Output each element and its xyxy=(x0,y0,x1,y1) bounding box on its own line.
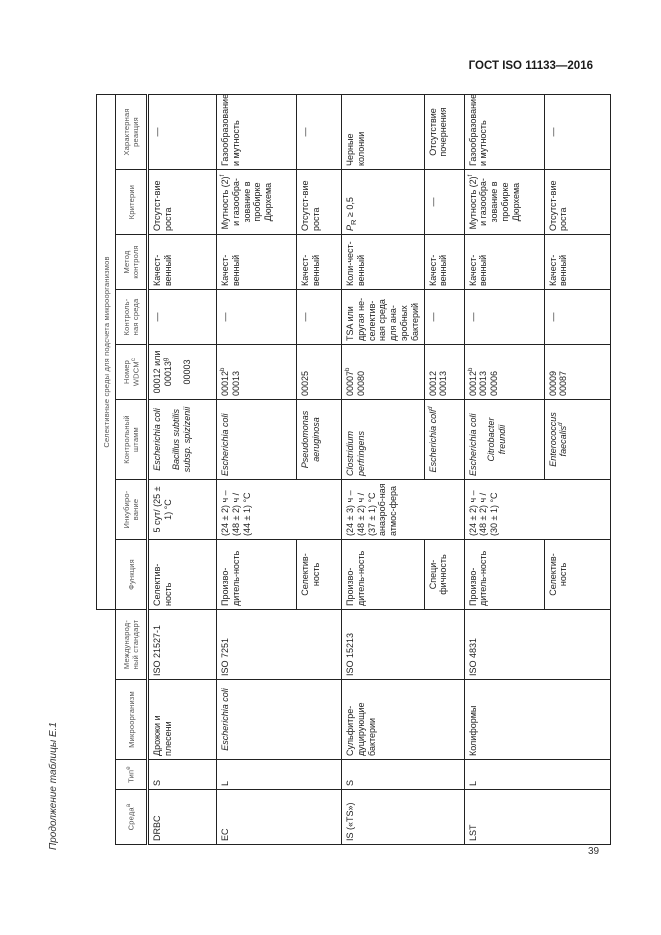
cell-wdcm: 00012 00013 xyxy=(424,345,464,400)
cell-reaction: — xyxy=(148,94,217,169)
cell-method: Качест-венный xyxy=(148,235,217,290)
cell-wdcm: 00012 или 00013$^g$ 00003 xyxy=(148,345,217,400)
cell-incubation: (24 ± 2) ч – (48 ± 2) ч / (30 ± 1) °С xyxy=(464,480,610,540)
cell-standard: ISO 7251 xyxy=(217,610,342,680)
col-function: Функция xyxy=(116,540,148,610)
cell-criteria: Отсутст-вие роста xyxy=(148,170,217,235)
cell-strain: Escherichia coli Bacillus subtilis subsp. spizizenii xyxy=(148,400,217,480)
cell-control-medium: TSA или другая не-селектив-ная среда для ана-эробных бактерий xyxy=(342,290,425,345)
cell-function: Селектив-ность xyxy=(297,540,342,610)
cell-function: Произво-дитель-ность xyxy=(217,540,297,610)
page-number: 39 xyxy=(588,846,600,857)
cell-criteria: Отсутст-вие роста xyxy=(544,170,610,235)
cell-reaction: Газообразование и мутность xyxy=(464,94,544,169)
cell-standard: ISO 21527-1 xyxy=(148,610,217,680)
cell-criteria: Мутность $(2)^f$ и газообра-зование в пробирке Дюрхема xyxy=(217,170,297,235)
cell-incubation: (24 ± 2) ч – (48 ± 2) ч / (44 ± 1) °С xyxy=(217,480,342,540)
cell-type: L xyxy=(217,760,342,790)
table-row-is xyxy=(342,94,425,844)
cell-method: Коли-чест-венный xyxy=(342,235,425,290)
cell-method: Качест-венный xyxy=(544,235,610,290)
cell-function: Специ-фичность xyxy=(424,540,464,610)
cell-medium: EC xyxy=(217,790,342,845)
col-wdcm: Номер WDCM$^c$ xyxy=(116,345,148,400)
cell-criteria: Мутность $(2)^f$ и газообра-зование в пробирке Дюрхема xyxy=(464,170,544,235)
cell-reaction: — xyxy=(297,94,342,169)
cell-incubation: (24 ± 3) ч – (48 ± 2) ч / (37 ± 1) °С анаэроб-ная атмос-фера xyxy=(342,480,465,540)
col-type: Тип$^e$ xyxy=(116,760,148,790)
selective-media-table xyxy=(96,94,611,845)
blank-header-cell xyxy=(97,610,116,845)
cell-control-medium: — xyxy=(148,290,217,345)
cell-strain: Escherichia coli xyxy=(217,400,297,480)
cell-reaction: Черные колонии xyxy=(342,94,425,169)
cell-medium: LST xyxy=(464,790,610,845)
col-method: Метод контроля xyxy=(116,235,148,290)
col-medium: Среда$^a$ xyxy=(116,790,148,845)
cell-wdcm: 00012$^b$ 00013 xyxy=(217,345,297,400)
col-strain: Контрольный штамм xyxy=(116,400,148,480)
col-control-medium: Контроль-ная среда xyxy=(116,290,148,345)
cell-strain: Pseudomonas aeruginosa xyxy=(297,400,342,480)
table-header-row xyxy=(116,94,148,844)
cell-function: Селектив-ность xyxy=(148,540,217,610)
col-standard: Международ-ный стандарт xyxy=(116,610,148,680)
cell-control-medium: — xyxy=(544,290,610,345)
cell-reaction: — xyxy=(544,94,610,169)
table-row-drbc xyxy=(148,94,217,844)
cell-strain: Clostridium perfringens xyxy=(342,400,425,480)
cell-organism: Escherichia coli xyxy=(217,680,342,760)
cell-strain: Escherichia coli$^d$ xyxy=(424,400,464,480)
cell-function: Селектив-ность xyxy=(544,540,610,610)
col-organism: Микроорганизм xyxy=(116,680,148,760)
cell-organism: Дрожжи и плесени xyxy=(148,680,217,760)
cell-incubation: 5 сут/ (25 ± 1) °С xyxy=(148,480,217,540)
cell-reaction: Отсутствие почернения xyxy=(424,94,464,169)
cell-wdcm: 00025 xyxy=(297,345,342,400)
table-row-lst xyxy=(464,94,544,844)
cell-criteria: Отсутст-вие роста xyxy=(297,170,342,235)
cell-medium: IS («TS») xyxy=(342,790,465,845)
cell-medium: DRBC xyxy=(148,790,217,845)
cell-type: S xyxy=(342,760,465,790)
col-incubation: Инкубиро-вание xyxy=(116,480,148,540)
cell-organism: Сульфитре-дуцирующие бактерии xyxy=(342,680,465,760)
cell-type: L xyxy=(464,760,610,790)
col-reaction: Характерная реакция xyxy=(116,94,148,169)
table-group-title-row xyxy=(97,94,116,844)
cell-control-medium: — xyxy=(464,290,544,345)
cell-function: Произво-дитель-ность xyxy=(464,540,544,610)
rotated-table-container xyxy=(96,95,577,845)
cell-method: Качест-венный xyxy=(297,235,342,290)
cell-type: S xyxy=(148,760,217,790)
cell-method: Качест-венный xyxy=(424,235,464,290)
cell-control-medium: — xyxy=(217,290,297,345)
cell-organism: Колиформы xyxy=(464,680,610,760)
table-caption: Продолжение таблицы Е.1 xyxy=(48,722,59,850)
cell-control-medium: — xyxy=(424,290,464,345)
cell-function: Произво-дитель-ность xyxy=(342,540,425,610)
cell-wdcm: 00012$^b$ 00013 00006 xyxy=(464,345,544,400)
cell-control-medium: — xyxy=(297,290,342,345)
cell-method: Качест-венный xyxy=(217,235,297,290)
cell-strain: Enterococcus faecalis$^d$ xyxy=(544,400,610,480)
cell-criteria: $P_R \ge 0,5$ xyxy=(342,170,425,235)
cell-strain: Escherichia coli Citrobacter freundii xyxy=(464,400,544,480)
cell-reaction: Газообразование и мутность xyxy=(217,94,297,169)
document-code: ГОСТ ISO 11133—2016 xyxy=(468,60,593,72)
cell-wdcm: 00009 00087 xyxy=(544,345,610,400)
group-title: Селективные среды для подсчета микроорганизмов xyxy=(97,94,116,609)
cell-method: Качест-венный xyxy=(464,235,544,290)
cell-standard: ISO 4831 xyxy=(464,610,610,680)
col-criteria: Критерии xyxy=(116,170,148,235)
cell-standard: ISO 15213 xyxy=(342,610,465,680)
cell-criteria: — xyxy=(424,170,464,235)
table-row-ec xyxy=(217,94,297,844)
cell-wdcm: 00007$^b$ 00080 xyxy=(342,345,425,400)
